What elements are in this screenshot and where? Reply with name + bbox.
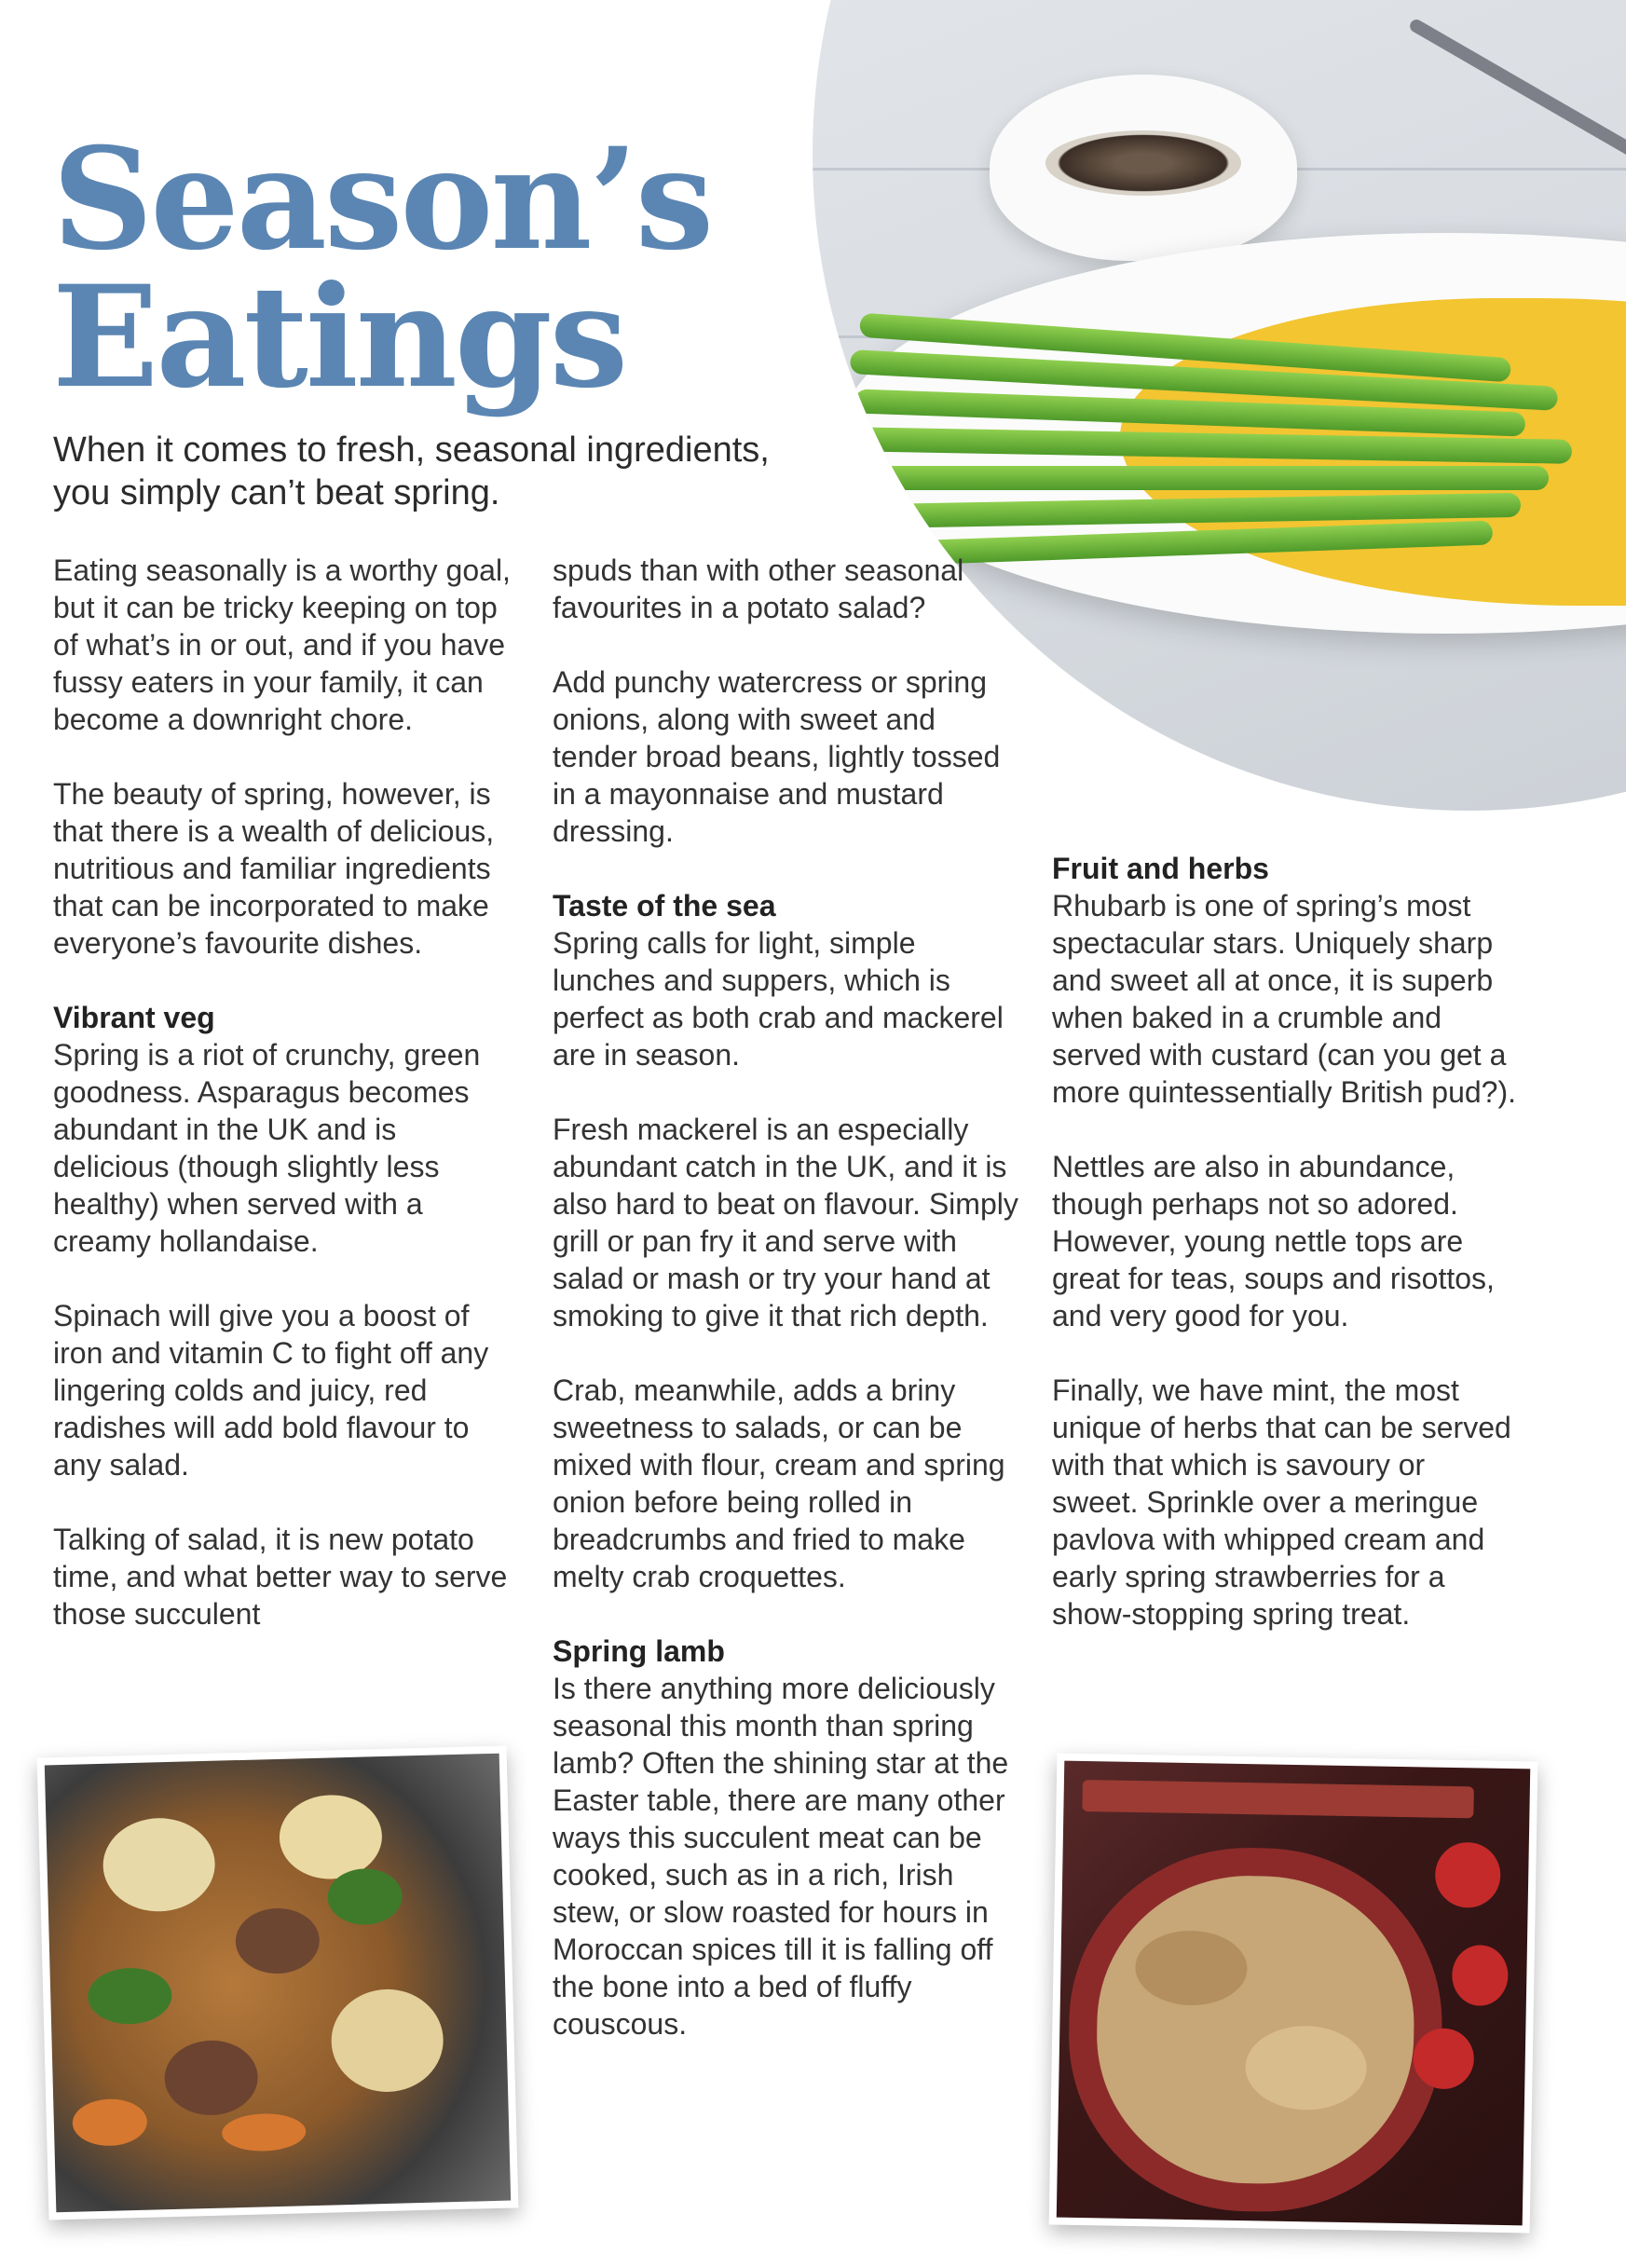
subtitle: When it comes to fresh, seasonal ingredients, you simply can’t beat spring. — [53, 430, 770, 512]
paragraph: Finally, we have mint, the most unique of herbs that can be served with that which is savoury or sweet. Sprinkle over a meringue pavlova with whipped cream and early spring strawberries for a show-stopping spring treat. — [1052, 1373, 1511, 1631]
paragraph: Eating seasonally is a worthy goal, but it can be tricky keeping on top of what’s in or out, and if you have fussy eaters in your family, it can become a downright chore. — [53, 553, 511, 736]
paragraph: Spring is a riot of crunchy, green goodness. Asparagus becomes abundant in the UK and is delicious (though slightly less healthy) when served with a creamy hollandaise. — [53, 1038, 481, 1258]
section-heading-vibrant-veg: Vibrant veg — [53, 1001, 215, 1034]
column-2 — [553, 552, 1018, 2080]
lamb-stew-photo — [37, 1745, 519, 2220]
rhubarb-crumble-photo — [1049, 1754, 1538, 2234]
paragraph: Add punchy watercress or spring onions, along with sweet and tender broad beans, lightly tossed in a mayonnaise and mustard dressing. — [553, 665, 1001, 848]
title-line-1: Season’s — [52, 117, 712, 281]
paragraph: Nettles are also in abundance, though perhaps not so adored. However, young nettle tops are great for teas, soups and risottos, and very good for you. — [1052, 1150, 1495, 1332]
paragraph: Spinach will give you a boost of iron and vitamin C to fight off any lingering colds and juicy, red radishes will add bold flavour to any salad. — [53, 1299, 489, 1482]
paragraph: Fresh mackerel is an especially abundant catch in the UK, and it is also hard to beat on flavour. Simply grill or pan fry it and serve with salad or mash or try your hand at smoking to give it that rich depth. — [553, 1113, 1018, 1332]
section-heading-spring-lamb: Spring lamb — [553, 1634, 725, 1668]
paragraph: Rhubarb is one of spring’s most spectacular stars. Uniquely sharp and sweet all at once, it is superb when baked in a crumble and served with custard (can you get a more quintessentially British pud?). — [1052, 889, 1517, 1109]
paragraph: The beauty of spring, however, is that there is a wealth of delicious, nutritious and familiar ingredients that can be incorporated to make everyone’s favourite dishes. — [53, 777, 495, 960]
page-title — [52, 117, 712, 419]
title-line-2: Eatings — [52, 255, 626, 419]
paragraph: Is there anything more deliciously seasonal this month than spring lamb? Often the shining star at the Easter table, there are many other ways this succulent meat can be cooked, such as in a rich, Irish stew, or slow roasted for hours in Moroccan spices till it is falling off the bone into a bed of fluffy couscous. — [553, 1672, 1009, 2041]
section-heading-taste-of-the-sea: Taste of the sea — [553, 889, 776, 922]
column-3 — [1052, 850, 1518, 1670]
section-heading-fruit-and-herbs: Fruit and herbs — [1052, 852, 1269, 885]
column-1 — [53, 552, 519, 1670]
fork-icon — [1408, 17, 1626, 182]
paragraph: Spring calls for light, simple lunches and suppers, which is perfect as both crab and mackerel are in season. — [553, 926, 1004, 1072]
paragraph: Crab, meanwhile, adds a briny sweetness to salads, or can be mixed with flour, cream and spring onion before being rolled in breadcrumbs and fried to make melty crab croquettes. — [553, 1373, 1005, 1593]
paragraph: Talking of salad, it is new potato time, and what better way to serve those succulent — [53, 1523, 508, 1631]
paragraph: spuds than with other seasonal favourites in a potato salad? — [553, 553, 964, 624]
